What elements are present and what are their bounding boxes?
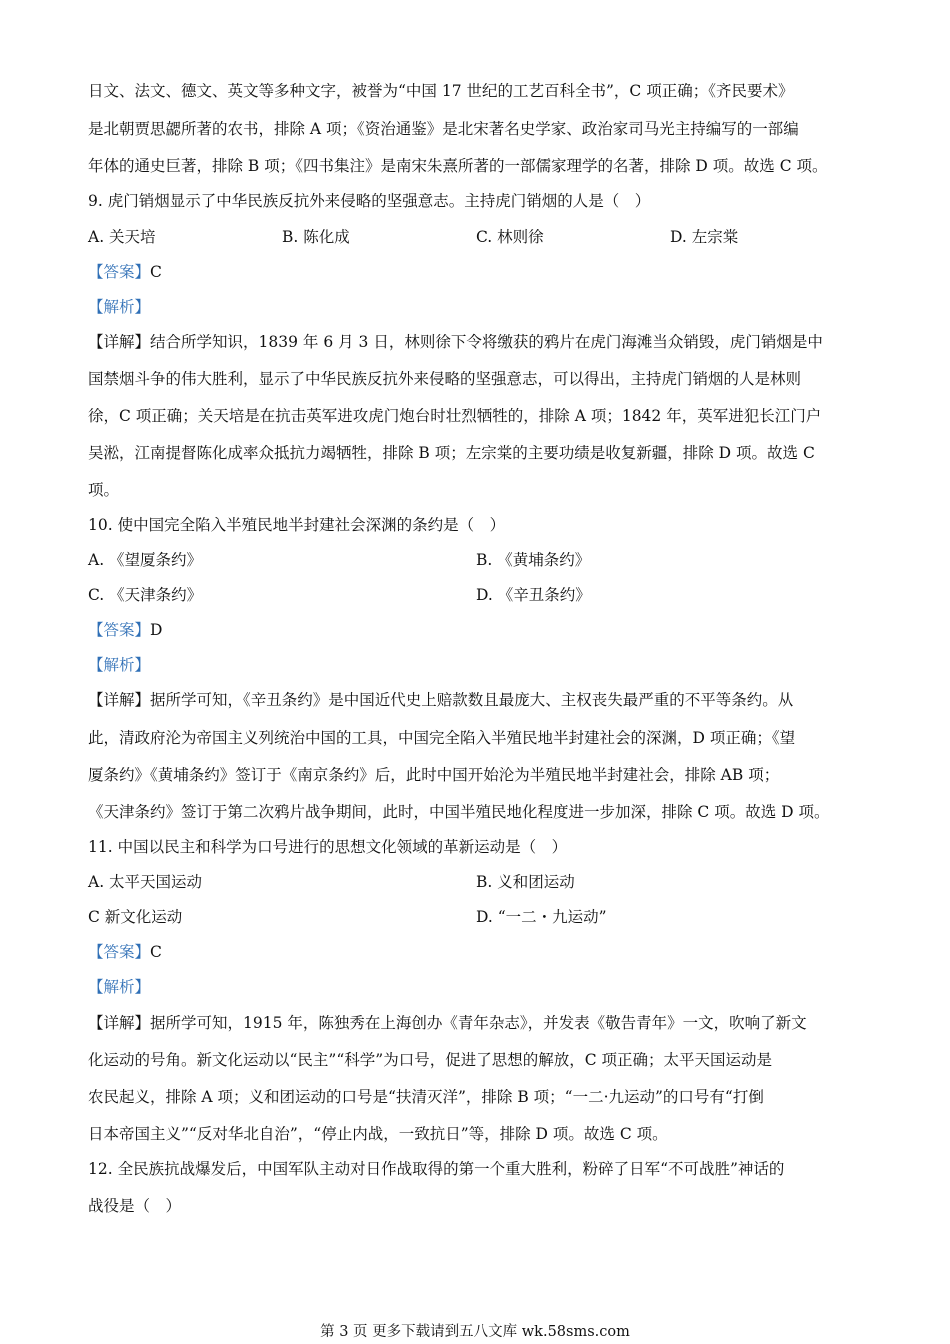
answer-tag: 【答案】 bbox=[88, 621, 151, 639]
question-12-stem: 战役是（ ） bbox=[88, 1197, 182, 1215]
page-footer: 第 3 页 更多下载请到五八文库 wk.58sms.com bbox=[320, 1324, 630, 1340]
q10-detail-line: 《天津条约》签订于第二次鸦片战争期间，此时，中国半殖民地化程度进一步加深，排除 C 项。故选 D 项。 bbox=[88, 803, 830, 821]
q10-detail-line: 此，清政府沦为帝国主义列统治中国的工具，中国完全陷入半殖民地半封建社会的深渊，D 项正确；《望 bbox=[88, 729, 796, 747]
q11-option-a: A. 太平天国运动 bbox=[88, 873, 203, 891]
q11-option-d: D. “一二・九运动” bbox=[476, 908, 607, 926]
answer-tag: 【答案】 bbox=[88, 263, 151, 281]
q9-detail-line: 徐，C 项正确；关天培是在抗击英军进攻虎门炮台时壮烈牺牲的，排除 A 项；1842 年，英军进犯长江门户 bbox=[88, 407, 822, 425]
q10-detail-line: 厦条约》《黄埔条约》签订于《南京条约》后，此时中国开始沦为半殖民地半封建社会，排除 AB 项； bbox=[88, 766, 780, 784]
answer-value: C bbox=[150, 943, 162, 961]
intro-line: 是北朝贾思勰所著的农书，排除 A 项；《资治通鉴》是北宋著名史学家、政治家司马光主持编写的一部编 bbox=[88, 120, 799, 138]
q10-option-b: B. 《黄埔条约》 bbox=[476, 551, 591, 569]
question-12-stem: 12. 全民族抗战爆发后，中国军队主动对日作战取得的第一个重大胜利，粉碎了日军“不可战胜”神话的 bbox=[88, 1160, 785, 1178]
analysis-tag: 【解析】 bbox=[88, 656, 151, 674]
q9-option-b: B. 陈化成 bbox=[282, 228, 350, 246]
q10-detail-line bbox=[88, 689, 878, 711]
question-9-stem: 9. 虎门销烟显示了中华民族反抗外来侵略的坚强意志。主持虎门销烟的人是（ ） bbox=[88, 192, 651, 210]
intro-line: 年体的通史巨著，排除 B 项；《四书集注》是南宋朱熹所著的一部儒家理学的名著，排除 D 项。故选 C 项。 bbox=[88, 157, 828, 175]
q11-detail-line: 化运动的号角。新文化运动以“民主”“科学”为口号，促进了思想的解放，C 项正确；太平天国运动是 bbox=[88, 1051, 772, 1069]
answer-tag: 【答案】 bbox=[88, 943, 151, 961]
detail-tag: 【详解】 bbox=[88, 691, 151, 709]
q9-option-c: C. 林则徐 bbox=[476, 228, 544, 246]
detail-tag: 【详解】 bbox=[88, 1014, 151, 1032]
question-11-stem: 11. 中国以民主和科学为口号进行的思想文化领域的革新运动是（ ） bbox=[88, 838, 568, 856]
q9-option-d: D. 左宗棠 bbox=[670, 228, 739, 246]
q11-detail-line bbox=[88, 1012, 878, 1034]
q11-option-b: B. 义和团运动 bbox=[476, 873, 575, 891]
analysis-tag: 【解析】 bbox=[88, 978, 151, 996]
q11-detail-line: 农民起义，排除 A 项；义和团运动的口号是“扶清灭洋”，排除 B 项；“一二·九运动”的口号有“打倒 bbox=[88, 1088, 764, 1106]
q10-analysis-tag bbox=[88, 654, 878, 676]
q9-detail-line: 国禁烟斗争的伟大胜利，显示了中华民族反抗外来侵略的坚强意志，可以得出，主持虎门销烟的人是林则 bbox=[88, 370, 802, 388]
intro-line: 日文、法文、德文、英文等多种文字，被誉为“中国 17 世纪的工艺百科全书”，C 项正确；《齐民要术》 bbox=[88, 82, 794, 100]
q11-answer bbox=[88, 941, 878, 963]
q9-answer bbox=[88, 261, 878, 283]
q9-detail-line: 项。 bbox=[88, 481, 120, 499]
detail-text: 结合所学知识，1839 年 6 月 3 日，林则徐下令将缴获的鸦片在虎门海滩当众销毁，虎门销烟是中 bbox=[150, 333, 823, 351]
q9-analysis-tag bbox=[88, 296, 878, 318]
q10-answer bbox=[88, 619, 878, 641]
q10-option-a: A. 《望厦条约》 bbox=[88, 551, 203, 569]
q11-detail-line: 日本帝国主义”“反对华北自治”，“停止内战，一致抗日”等，排除 D 项。故选 C 项。 bbox=[88, 1125, 668, 1143]
q9-detail-line bbox=[88, 331, 878, 353]
detail-text: 据所学可知，《辛丑条约》是中国近代史上赔款数且最庞大、主权丧失最严重的不平等条约。从 bbox=[150, 691, 794, 709]
analysis-tag: 【解析】 bbox=[88, 298, 151, 316]
question-10-stem: 10. 使中国完全陷入半殖民地半封建社会深渊的条约是（ ） bbox=[88, 516, 506, 534]
q11-analysis-tag bbox=[88, 976, 878, 998]
q11-option-c: C 新文化运动 bbox=[88, 908, 183, 926]
detail-text: 据所学可知，1915 年，陈独秀在上海创办《青年杂志》，并发表《敬告青年》一文，吹响了新文 bbox=[150, 1014, 807, 1032]
q10-option-c: C. 《天津条约》 bbox=[88, 586, 203, 604]
answer-value: C bbox=[150, 263, 162, 281]
answer-value: D bbox=[150, 621, 163, 639]
q9-option-a: A. 关天培 bbox=[88, 228, 156, 246]
detail-tag: 【详解】 bbox=[88, 333, 151, 351]
q9-detail-line: 吴淞，江南提督陈化成率众抵抗力竭牺牲，排除 B 项；左宗棠的主要功绩是收复新疆，排除 D 项。故选 C bbox=[88, 444, 815, 462]
q10-option-d: D. 《辛丑条约》 bbox=[476, 586, 591, 604]
